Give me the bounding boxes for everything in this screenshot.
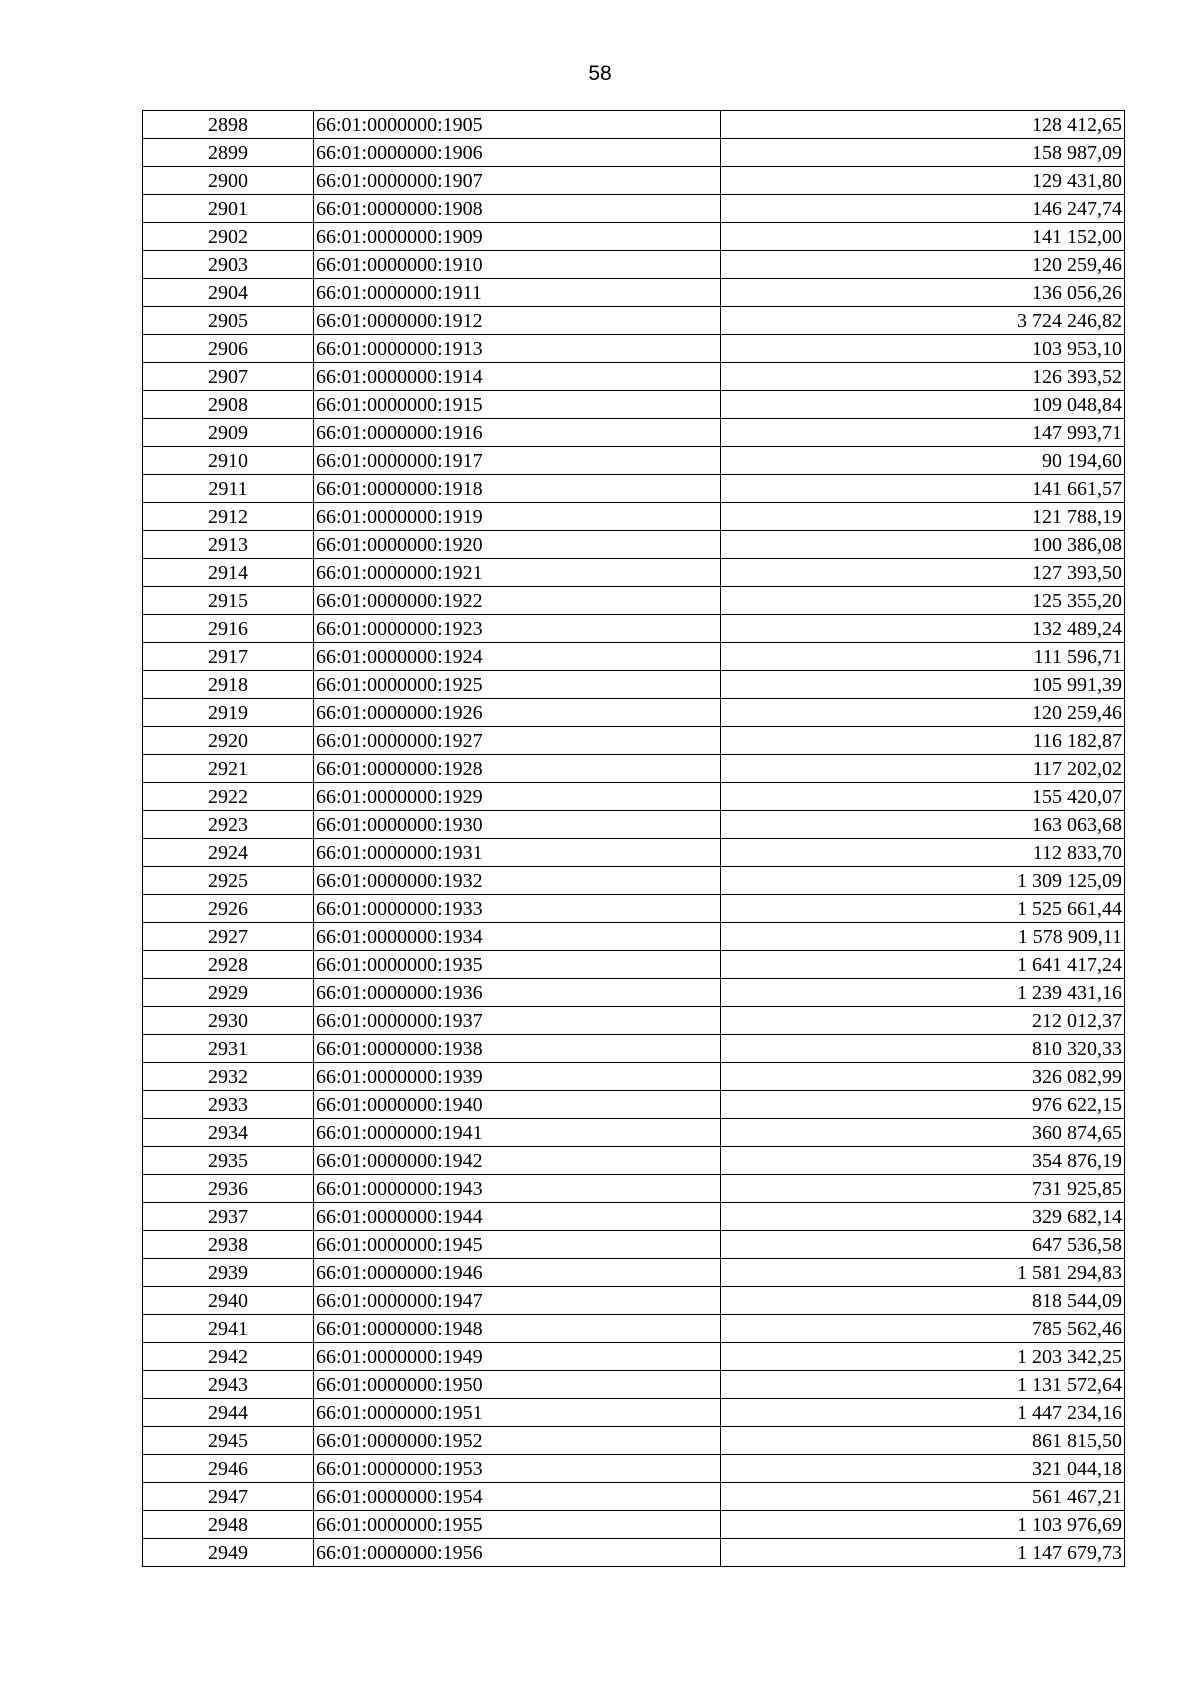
- table-row: [143, 559, 1125, 587]
- row-number-cell: 2906: [143, 335, 314, 363]
- cadastral-number-cell: 66:01:0000000:1910: [314, 251, 721, 279]
- table-row: [143, 1427, 1125, 1455]
- cadastral-value-table: [142, 110, 1125, 1567]
- row-number-cell: 2907: [143, 363, 314, 391]
- cadastral-number-cell: 66:01:0000000:1912: [314, 307, 721, 335]
- cadastral-value-cell: 785 562,46: [721, 1315, 1125, 1343]
- row-number-cell: 2936: [143, 1175, 314, 1203]
- table-row: [143, 1539, 1125, 1567]
- cadastral-value-cell: 125 355,20: [721, 587, 1125, 615]
- cadastral-value-cell: 141 661,57: [721, 475, 1125, 503]
- row-number-cell: 2913: [143, 531, 314, 559]
- cadastral-value-cell: 126 393,52: [721, 363, 1125, 391]
- table-row: [143, 699, 1125, 727]
- table-row: [143, 1371, 1125, 1399]
- cadastral-number-cell: 66:01:0000000:1921: [314, 559, 721, 587]
- cadastral-value-cell: 1 641 417,24: [721, 951, 1125, 979]
- cadastral-number-cell: 66:01:0000000:1924: [314, 643, 721, 671]
- cadastral-value-cell: 1 578 909,11: [721, 923, 1125, 951]
- table-row: [143, 251, 1125, 279]
- row-number-cell: 2901: [143, 195, 314, 223]
- table-row: [143, 867, 1125, 895]
- table-row: [143, 503, 1125, 531]
- table-row: [143, 447, 1125, 475]
- cadastral-number-cell: 66:01:0000000:1917: [314, 447, 721, 475]
- cadastral-number-cell: 66:01:0000000:1930: [314, 811, 721, 839]
- table-row: [143, 811, 1125, 839]
- cadastral-value-cell: 3 724 246,82: [721, 307, 1125, 335]
- table-row: [143, 1455, 1125, 1483]
- cadastral-number-cell: 66:01:0000000:1915: [314, 391, 721, 419]
- cadastral-value-cell: 103 953,10: [721, 335, 1125, 363]
- row-number-cell: 2921: [143, 755, 314, 783]
- cadastral-value-cell: 1 239 431,16: [721, 979, 1125, 1007]
- cadastral-value-cell: 132 489,24: [721, 615, 1125, 643]
- row-number-cell: 2941: [143, 1315, 314, 1343]
- cadastral-value-cell: 109 048,84: [721, 391, 1125, 419]
- cadastral-number-cell: 66:01:0000000:1926: [314, 699, 721, 727]
- table-row: [143, 1287, 1125, 1315]
- cadastral-value-cell: 146 247,74: [721, 195, 1125, 223]
- cadastral-value-cell: 861 815,50: [721, 1427, 1125, 1455]
- cadastral-number-cell: 66:01:0000000:1923: [314, 615, 721, 643]
- row-number-cell: 2925: [143, 867, 314, 895]
- row-number-cell: 2908: [143, 391, 314, 419]
- cadastral-number-cell: 66:01:0000000:1942: [314, 1147, 721, 1175]
- cadastral-number-cell: 66:01:0000000:1928: [314, 755, 721, 783]
- row-number-cell: 2899: [143, 139, 314, 167]
- cadastral-value-cell: 116 182,87: [721, 727, 1125, 755]
- table-row: [143, 139, 1125, 167]
- cadastral-value-cell: 360 874,65: [721, 1119, 1125, 1147]
- table-row: [143, 1147, 1125, 1175]
- row-number-cell: 2910: [143, 447, 314, 475]
- row-number-cell: 2916: [143, 615, 314, 643]
- cadastral-number-cell: 66:01:0000000:1936: [314, 979, 721, 1007]
- cadastral-value-cell: 127 393,50: [721, 559, 1125, 587]
- row-number-cell: 2933: [143, 1091, 314, 1119]
- cadastral-number-cell: 66:01:0000000:1920: [314, 531, 721, 559]
- row-number-cell: 2905: [143, 307, 314, 335]
- cadastral-value-cell: 212 012,37: [721, 1007, 1125, 1035]
- cadastral-value-cell: 163 063,68: [721, 811, 1125, 839]
- table-row: [143, 1511, 1125, 1539]
- table-row: [143, 223, 1125, 251]
- row-number-cell: 2928: [143, 951, 314, 979]
- cadastral-value-cell: 121 788,19: [721, 503, 1125, 531]
- table-row: [143, 1203, 1125, 1231]
- table-row: [143, 727, 1125, 755]
- row-number-cell: 2945: [143, 1427, 314, 1455]
- cadastral-value-cell: 136 056,26: [721, 279, 1125, 307]
- cadastral-number-cell: 66:01:0000000:1909: [314, 223, 721, 251]
- table-row: [143, 1119, 1125, 1147]
- row-number-cell: 2918: [143, 671, 314, 699]
- row-number-cell: 2915: [143, 587, 314, 615]
- cadastral-number-cell: 66:01:0000000:1922: [314, 587, 721, 615]
- cadastral-number-cell: 66:01:0000000:1914: [314, 363, 721, 391]
- table-row: [143, 1035, 1125, 1063]
- table-row: [143, 1483, 1125, 1511]
- cadastral-number-cell: 66:01:0000000:1905: [314, 111, 721, 139]
- table-row: [143, 1343, 1125, 1371]
- cadastral-value-cell: 141 152,00: [721, 223, 1125, 251]
- cadastral-number-cell: 66:01:0000000:1919: [314, 503, 721, 531]
- table-row: [143, 1007, 1125, 1035]
- cadastral-value-cell: 731 925,85: [721, 1175, 1125, 1203]
- table-row: [143, 923, 1125, 951]
- cadastral-number-cell: 66:01:0000000:1937: [314, 1007, 721, 1035]
- cadastral-number-cell: 66:01:0000000:1950: [314, 1371, 721, 1399]
- row-number-cell: 2935: [143, 1147, 314, 1175]
- table-row: [143, 475, 1125, 503]
- table-row: [143, 391, 1125, 419]
- table-row: [143, 1399, 1125, 1427]
- row-number-cell: 2946: [143, 1455, 314, 1483]
- row-number-cell: 2939: [143, 1259, 314, 1287]
- row-number-cell: 2926: [143, 895, 314, 923]
- table-row: [143, 335, 1125, 363]
- cadastral-number-cell: 66:01:0000000:1934: [314, 923, 721, 951]
- row-number-cell: 2912: [143, 503, 314, 531]
- cadastral-number-cell: 66:01:0000000:1940: [314, 1091, 721, 1119]
- table-row: [143, 615, 1125, 643]
- cadastral-number-cell: 66:01:0000000:1952: [314, 1427, 721, 1455]
- cadastral-value-cell: 158 987,09: [721, 139, 1125, 167]
- table-row: [143, 307, 1125, 335]
- cadastral-number-cell: 66:01:0000000:1932: [314, 867, 721, 895]
- cadastral-number-cell: 66:01:0000000:1935: [314, 951, 721, 979]
- cadastral-number-cell: 66:01:0000000:1931: [314, 839, 721, 867]
- table-row: [143, 1315, 1125, 1343]
- cadastral-value-cell: 354 876,19: [721, 1147, 1125, 1175]
- cadastral-value-cell: 647 536,58: [721, 1231, 1125, 1259]
- row-number-cell: 2943: [143, 1371, 314, 1399]
- table-row: [143, 531, 1125, 559]
- table-row: [143, 951, 1125, 979]
- table-row: [143, 1231, 1125, 1259]
- cadastral-number-cell: 66:01:0000000:1945: [314, 1231, 721, 1259]
- cadastral-number-cell: 66:01:0000000:1954: [314, 1483, 721, 1511]
- cadastral-value-cell: 100 386,08: [721, 531, 1125, 559]
- cadastral-value-cell: 120 259,46: [721, 699, 1125, 727]
- table-row: [143, 643, 1125, 671]
- row-number-cell: 2927: [143, 923, 314, 951]
- cadastral-value-cell: 129 431,80: [721, 167, 1125, 195]
- table-row: [143, 1259, 1125, 1287]
- cadastral-value-cell: 128 412,65: [721, 111, 1125, 139]
- cadastral-number-cell: 66:01:0000000:1956: [314, 1539, 721, 1567]
- row-number-cell: 2902: [143, 223, 314, 251]
- table-row: [143, 111, 1125, 139]
- cadastral-value-cell: 1 203 342,25: [721, 1343, 1125, 1371]
- cadastral-value-cell: 120 259,46: [721, 251, 1125, 279]
- table-row: [143, 419, 1125, 447]
- cadastral-value-cell: 1 103 976,69: [721, 1511, 1125, 1539]
- row-number-cell: 2940: [143, 1287, 314, 1315]
- row-number-cell: 2929: [143, 979, 314, 1007]
- row-number-cell: 2932: [143, 1063, 314, 1091]
- cadastral-value-cell: 1 581 294,83: [721, 1259, 1125, 1287]
- cadastral-value-cell: 1 525 661,44: [721, 895, 1125, 923]
- table-row: [143, 783, 1125, 811]
- row-number-cell: 2948: [143, 1511, 314, 1539]
- cadastral-value-cell: 147 993,71: [721, 419, 1125, 447]
- table-row: [143, 1063, 1125, 1091]
- cadastral-value-cell: 326 082,99: [721, 1063, 1125, 1091]
- cadastral-number-cell: 66:01:0000000:1943: [314, 1175, 721, 1203]
- row-number-cell: 2911: [143, 475, 314, 503]
- cadastral-value-cell: 90 194,60: [721, 447, 1125, 475]
- cadastral-number-cell: 66:01:0000000:1913: [314, 335, 721, 363]
- row-number-cell: 2922: [143, 783, 314, 811]
- cadastral-value-cell: 1 447 234,16: [721, 1399, 1125, 1427]
- cadastral-value-cell: 561 467,21: [721, 1483, 1125, 1511]
- cadastral-number-cell: 66:01:0000000:1955: [314, 1511, 721, 1539]
- row-number-cell: 2924: [143, 839, 314, 867]
- cadastral-number-cell: 66:01:0000000:1907: [314, 167, 721, 195]
- cadastral-number-cell: 66:01:0000000:1949: [314, 1343, 721, 1371]
- cadastral-number-cell: 66:01:0000000:1948: [314, 1315, 721, 1343]
- cadastral-value-cell: 329 682,14: [721, 1203, 1125, 1231]
- cadastral-number-cell: 66:01:0000000:1953: [314, 1455, 721, 1483]
- cadastral-number-cell: 66:01:0000000:1911: [314, 279, 721, 307]
- table-body: [143, 111, 1125, 1567]
- cadastral-number-cell: 66:01:0000000:1947: [314, 1287, 721, 1315]
- table-row: [143, 279, 1125, 307]
- row-number-cell: 2944: [143, 1399, 314, 1427]
- table-row: [143, 755, 1125, 783]
- cadastral-number-cell: 66:01:0000000:1927: [314, 727, 721, 755]
- row-number-cell: 2903: [143, 251, 314, 279]
- cadastral-number-cell: 66:01:0000000:1929: [314, 783, 721, 811]
- row-number-cell: 2923: [143, 811, 314, 839]
- cadastral-number-cell: 66:01:0000000:1925: [314, 671, 721, 699]
- row-number-cell: 2900: [143, 167, 314, 195]
- cadastral-value-cell: 117 202,02: [721, 755, 1125, 783]
- table-row: [143, 167, 1125, 195]
- row-number-cell: 2937: [143, 1203, 314, 1231]
- table-row: [143, 587, 1125, 615]
- cadastral-number-cell: 66:01:0000000:1908: [314, 195, 721, 223]
- cadastral-value-cell: 155 420,07: [721, 783, 1125, 811]
- row-number-cell: 2904: [143, 279, 314, 307]
- table-row: [143, 1091, 1125, 1119]
- page-number: 58: [588, 62, 612, 85]
- row-number-cell: 2917: [143, 643, 314, 671]
- row-number-cell: 2938: [143, 1231, 314, 1259]
- table-row: [143, 195, 1125, 223]
- row-number-cell: 2909: [143, 419, 314, 447]
- cadastral-number-cell: 66:01:0000000:1933: [314, 895, 721, 923]
- cadastral-value-cell: 1 309 125,09: [721, 867, 1125, 895]
- cadastral-value-cell: 1 131 572,64: [721, 1371, 1125, 1399]
- cadastral-number-cell: 66:01:0000000:1916: [314, 419, 721, 447]
- cadastral-value-cell: 818 544,09: [721, 1287, 1125, 1315]
- cadastral-value-cell: 321 044,18: [721, 1455, 1125, 1483]
- cadastral-number-cell: 66:01:0000000:1938: [314, 1035, 721, 1063]
- cadastral-value-cell: 1 147 679,73: [721, 1539, 1125, 1567]
- table-row: [143, 363, 1125, 391]
- table-row: [143, 979, 1125, 1007]
- table-row: [143, 671, 1125, 699]
- row-number-cell: 2920: [143, 727, 314, 755]
- row-number-cell: 2930: [143, 1007, 314, 1035]
- cadastral-value-cell: 112 833,70: [721, 839, 1125, 867]
- row-number-cell: 2942: [143, 1343, 314, 1371]
- row-number-cell: 2934: [143, 1119, 314, 1147]
- cadastral-number-cell: 66:01:0000000:1941: [314, 1119, 721, 1147]
- table-row: [143, 1175, 1125, 1203]
- row-number-cell: 2898: [143, 111, 314, 139]
- cadastral-number-cell: 66:01:0000000:1939: [314, 1063, 721, 1091]
- row-number-cell: 2919: [143, 699, 314, 727]
- cadastral-number-cell: 66:01:0000000:1951: [314, 1399, 721, 1427]
- row-number-cell: 2931: [143, 1035, 314, 1063]
- cadastral-value-cell: 105 991,39: [721, 671, 1125, 699]
- cadastral-number-cell: 66:01:0000000:1946: [314, 1259, 721, 1287]
- table-row: [143, 839, 1125, 867]
- cadastral-value-cell: 810 320,33: [721, 1035, 1125, 1063]
- cadastral-value-cell: 976 622,15: [721, 1091, 1125, 1119]
- row-number-cell: 2914: [143, 559, 314, 587]
- cadastral-number-cell: 66:01:0000000:1944: [314, 1203, 721, 1231]
- cadastral-number-cell: 66:01:0000000:1906: [314, 139, 721, 167]
- cadastral-value-cell: 111 596,71: [721, 643, 1125, 671]
- cadastral-number-cell: 66:01:0000000:1918: [314, 475, 721, 503]
- table-row: [143, 895, 1125, 923]
- row-number-cell: 2949: [143, 1539, 314, 1567]
- row-number-cell: 2947: [143, 1483, 314, 1511]
